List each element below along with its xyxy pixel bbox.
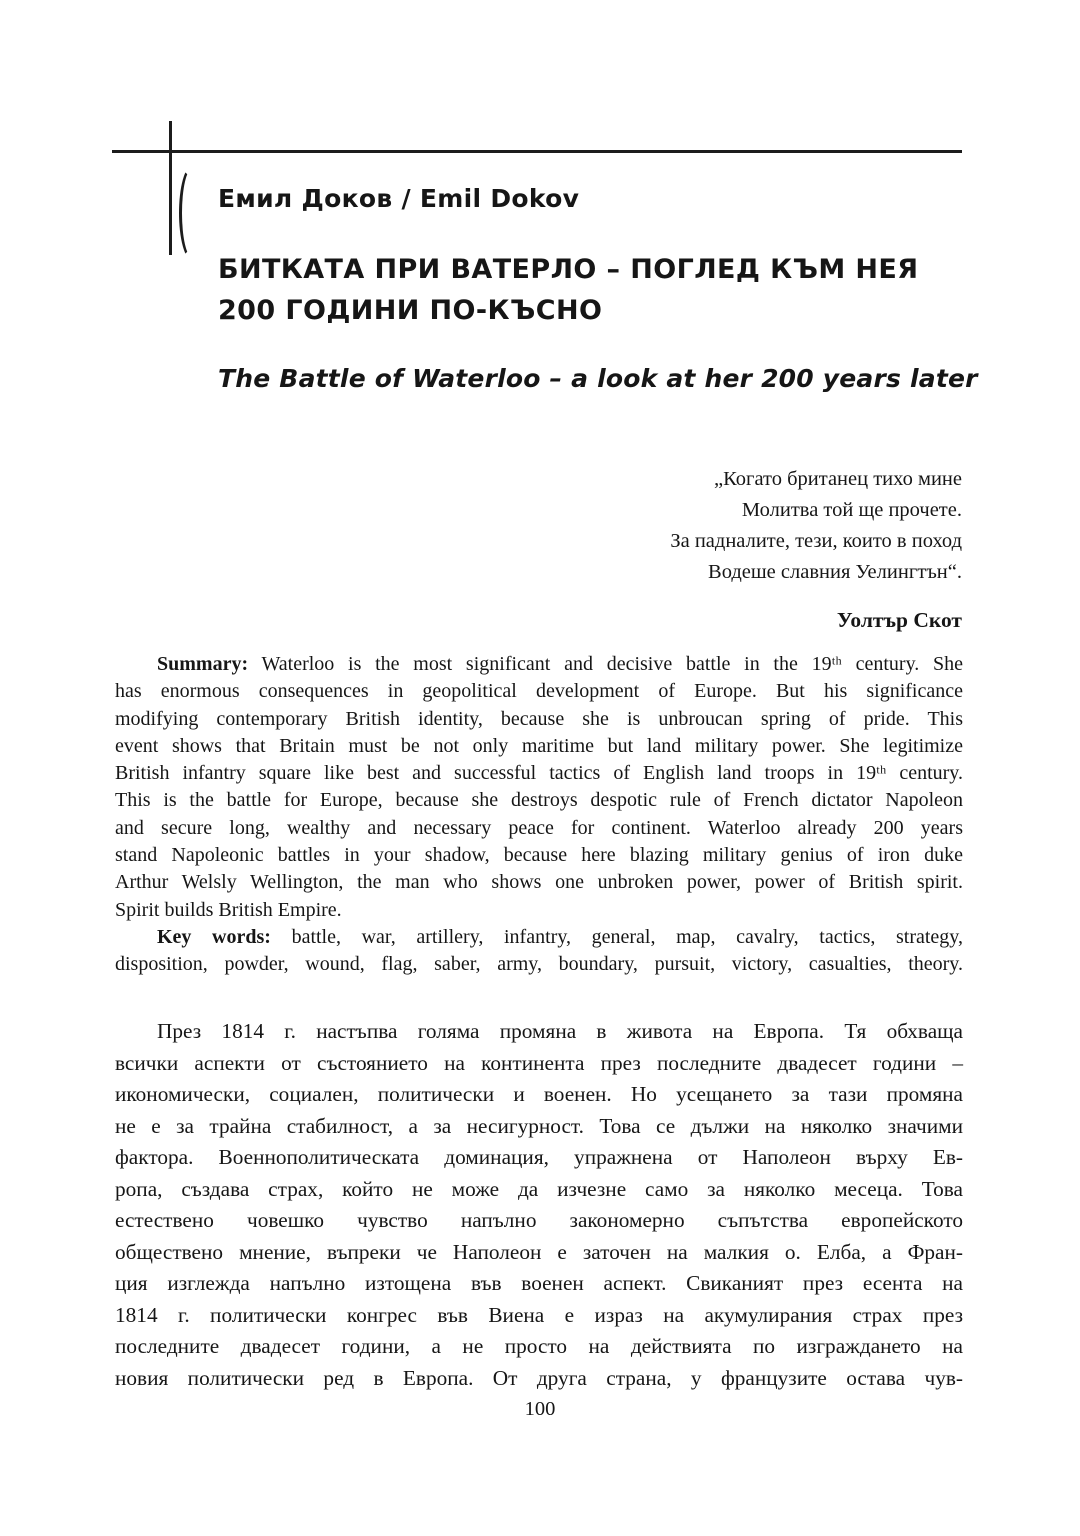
key-words-lines [115, 951, 963, 978]
text-line: Arthur Welsly Wellington, the man who shows one unbroken power, power of British spirit. [115, 871, 963, 894]
header-horizontal-rule [112, 150, 962, 153]
article-title-line-2: 200 ГОДИНИ ПО-КЪСНО [218, 295, 603, 326]
text-line: новия политически ред в Европа. От друга страна, у французите остава чув- [115, 1365, 963, 1390]
key-words-first-line-text: battle, war, artillery, infantry, general, map, cavalry, tactics, strategy, [291, 925, 964, 948]
summary-lines [115, 678, 963, 924]
summary-first-line [115, 651, 963, 678]
text-line: ропа, създава страх, който не може да изчезне само за няколко месеца. Това [115, 1176, 963, 1201]
text-line: всички аспекти от състоянието на континента през последните двадесет години – [115, 1050, 963, 1075]
article-title [218, 249, 918, 331]
text-line: фактора. Военнополитическата доминация, упражнена от Наполеон върху Ев- [115, 1145, 963, 1169]
text-line: British infantry square like best and successful tactics of English land troops in 19ᵗʰ century. [115, 762, 963, 785]
body-paragraph [115, 1016, 963, 1394]
epigraph-lines [115, 464, 962, 588]
summary-first-line-text: Waterloo is the most significant and decisive battle in the 19ᵗʰ century. She [261, 653, 964, 675]
text-line: 1814 г. политически конгрес във Виена е израз на акумулирания страх през [115, 1302, 963, 1327]
summary-label: Summary: [157, 653, 249, 675]
text-line: disposition, powder, wound, flag, saber, army, boundary, pursuit, victory, casualties, theory. [115, 953, 963, 976]
header-arc-ornament [179, 166, 205, 260]
text-line: естествено човешко чувство напълно закономерно съпътства европейското [115, 1208, 963, 1232]
epigraph-attribution: Уолтър Скот [836, 608, 962, 632]
text-line: последните двадесет години, а не просто на действията по изграждането на [115, 1334, 963, 1358]
article-title-english: The Battle of Waterloo – a look at her 200 years later [218, 364, 978, 393]
text-line: икономически, социален, политически и военен. Но усещането за тази промяна [115, 1082, 963, 1106]
text-line: не е за трайна стабилност, а за несигурност. Това се дължи на няколко значими [115, 1113, 963, 1138]
text-line: and secure long, wealthy and necessary peace for continent. Waterloo already 200 years [115, 816, 963, 839]
text-line: Молитва той ще прочете. [741, 499, 962, 521]
body-section [115, 1016, 963, 1394]
key-words-label: Key words: [157, 925, 271, 948]
text-line: modifying contemporary British identity, because she is unbroucan spring of pride. This [115, 707, 963, 730]
text-line: has enormous consequences in geopolitical development of Europe. But his significance [115, 680, 963, 703]
text-line: „Когато британец тихо мине [714, 468, 962, 490]
text-line: През 1814 г. настъпва голяма промяна в живота на Европа. Тя обхваща [157, 1019, 963, 1043]
text-line: event shows that Britain must be not only maritime but land military power. She legitimize [115, 734, 963, 757]
epigraph [115, 464, 962, 636]
text-line: This is the battle for Europe, because she destroys despotic rule of French dictator Napoleon [115, 789, 963, 812]
text-line: ция изглежда напълно изтощена във военен аспект. Свиканият през есента на [115, 1271, 963, 1295]
author-name: Емил Доков / Emil Dokov [218, 184, 580, 213]
text-line: За падналите, тези, които в поход [670, 530, 962, 552]
header-vertical-rule [169, 121, 172, 255]
abstract-section [115, 651, 963, 979]
text-line: Водеше славния Уелингтън“. [708, 561, 962, 583]
text-line: stand Napoleonic battles in your shadow, because here blazing military genius of iron duke [115, 844, 963, 867]
text-line: Spirit builds British Empire. [115, 898, 342, 921]
page-number: 100 [524, 1398, 556, 1420]
article-title-line-1: БИТКАТА ПРИ ВАТЕРЛО – ПОГЛЕД КЪМ НЕЯ [218, 254, 919, 285]
key-words-first-line [115, 924, 963, 951]
text-line: обществено мнение, въпреки че Наполеон е заточен на малкия о. Елба, а Фран- [115, 1239, 963, 1264]
